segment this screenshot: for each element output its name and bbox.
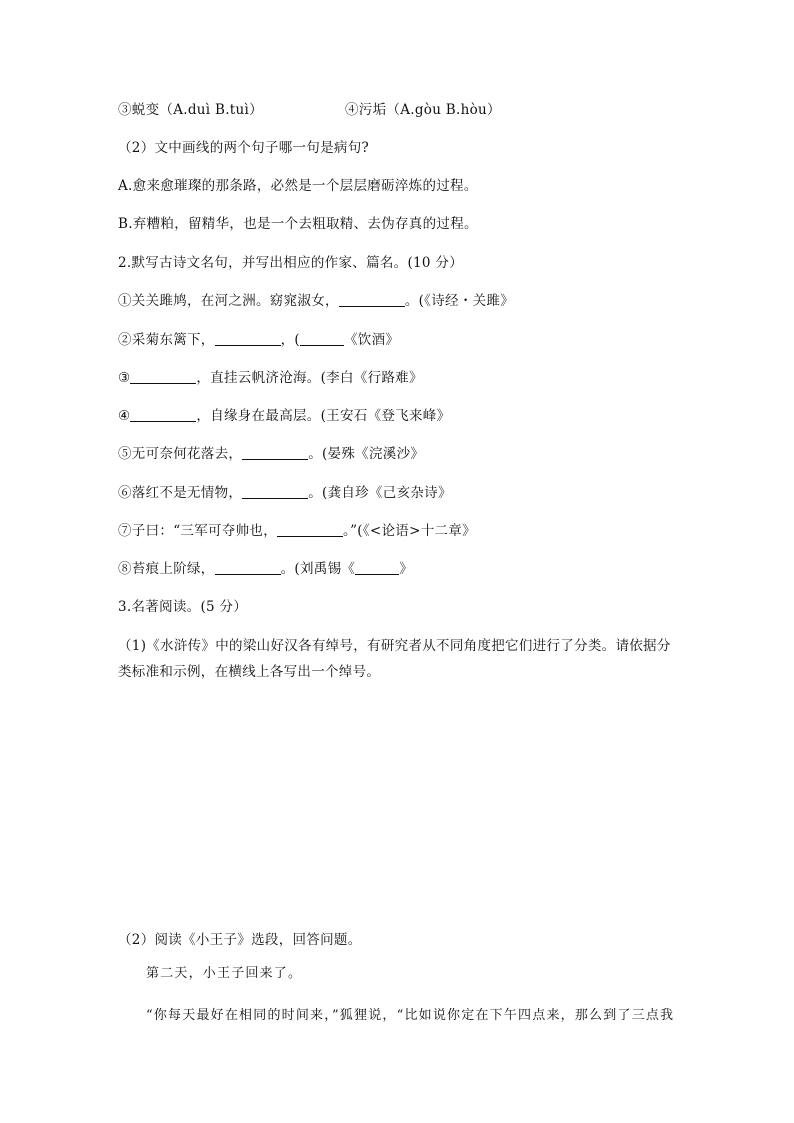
pinyin-row: [118, 100, 263, 120]
poem-item-3-text: ，直挂云帆济沧海。(李白《行路难》: [196, 370, 423, 386]
answer-blank[interactable]: [130, 369, 196, 384]
poem-item-4: [118, 406, 450, 426]
title-blank[interactable]: [355, 560, 399, 575]
poem-item-7-source: 。”(《<论语>十二章》: [343, 523, 476, 539]
answer-blank[interactable]: [130, 407, 196, 422]
option-a: A.愈来愈璀璨的那条路，必然是一个层层磨砺淬炼的过程。: [118, 178, 478, 194]
poem-item-1-text: ①关关雎鸠，在河之洲。窈窕淑女，: [118, 293, 339, 309]
poem-item-7: [118, 521, 476, 541]
question-2-title: 2.默写古诗文名句，并写出相应的作家、篇名。(10 分）: [118, 255, 464, 271]
pinyin-row-right: [345, 100, 501, 120]
poem-item-8-author: 。(刘禹锡《: [280, 561, 356, 577]
poem-item-4-text: ，自缘身在最高层。(王安石《登飞来峰》: [196, 408, 451, 424]
pinyin-item-4: ④污垢（A.gòu B.hòu）: [345, 102, 501, 118]
poem-item-1-source: 。(《诗经・关雎》: [404, 293, 515, 309]
author-blank[interactable]: [300, 331, 344, 346]
pinyin-item-3: ③蜕变（A.duì B.tuì）: [118, 102, 263, 118]
poem-item-6-text: ⑥落红不是无情物，: [118, 485, 243, 501]
poem-item-5-source: 。(晏殊《浣溪沙》: [308, 446, 425, 462]
poem-item-7-text: ⑦子曰：“三军可夺帅也，: [118, 523, 278, 539]
poem-item-3-number: ③: [118, 370, 131, 386]
poem-item-2-source: 《饮酒》: [343, 332, 400, 348]
poem-item-1: [118, 291, 514, 311]
answer-blank[interactable]: [242, 445, 308, 460]
poem-item-2-text: ②采菊东篱下，: [118, 332, 215, 348]
answer-blank[interactable]: [215, 560, 281, 575]
poem-item-8: [118, 559, 413, 579]
poem-item-3: [118, 368, 423, 388]
poem-item-5: [118, 444, 424, 464]
answer-blank[interactable]: [277, 522, 343, 537]
poem-item-4-number: ④: [118, 408, 131, 424]
question-3-title: 3.名著阅读。(5 分）: [118, 599, 248, 615]
answer-blank[interactable]: [339, 292, 405, 307]
answer-blank[interactable]: [242, 484, 308, 499]
poem-item-2-separator: ，(: [280, 332, 300, 348]
question-3-part-2: （2）阅读《小王子》选段，回答问题。: [118, 932, 362, 948]
passage-line-2: “你每天最好在相同的时间来，”狐狸说，“比如说你定在下午四点来，那么到了三点我: [146, 1008, 675, 1023]
answer-blank[interactable]: [215, 331, 281, 346]
poem-item-2: [118, 330, 399, 350]
question-3-part-1: （1)《水浒传》中的梁山好汉各有绰号，有研究者从不同角度把它们进行了分类。请依据分类标准和示例，在横线上各写出一个绰号。: [118, 638, 671, 680]
option-b: B.弃糟粕，留精华，也是一个去粗取精、去伪存真的过程。: [118, 216, 478, 232]
question-sick-sentence: （2）文中画线的两个句子哪一句是病句?: [118, 140, 370, 156]
poem-item-6: [118, 483, 452, 503]
passage-line-1: 第二天，小王子回来了。: [146, 966, 303, 981]
poem-item-5-text: ⑤无可奈何花落去，: [118, 446, 243, 462]
poem-item-8-text: ⑧苔痕上阶绿，: [118, 561, 215, 577]
poem-item-8-close: 》: [399, 561, 413, 577]
poem-item-6-source: 。(龚自珍《己亥杂诗》: [308, 485, 452, 501]
